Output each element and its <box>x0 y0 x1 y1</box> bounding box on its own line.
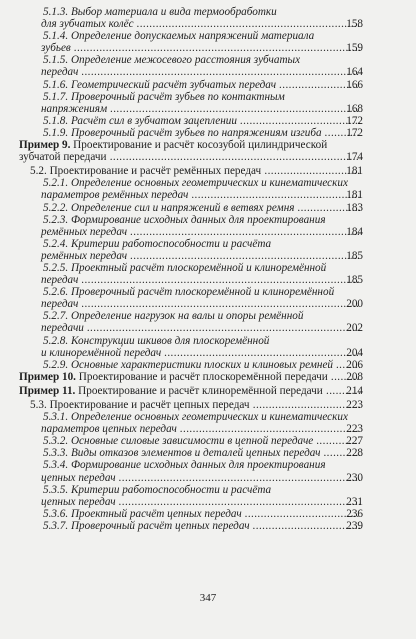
toc-page-number: 181 <box>346 189 363 202</box>
toc-entry <box>0 411 416 435</box>
toc-entry <box>0 30 416 54</box>
toc-entry <box>0 115 416 127</box>
example-label: Пример 11. <box>19 384 76 397</box>
toc-entry-line <box>0 151 360 163</box>
toc-page-number: 204 <box>346 346 363 359</box>
toc-entry-line <box>0 115 360 127</box>
toc-entry <box>0 447 416 459</box>
toc-entry-line <box>0 189 360 201</box>
toc-entry-line <box>0 347 360 359</box>
toc-entry-line <box>0 238 360 250</box>
toc-entry-line <box>0 226 360 238</box>
toc-entry <box>0 165 416 177</box>
toc-entry-text: для зубчатых колёс <box>41 18 134 31</box>
toc-entry-line <box>0 359 360 371</box>
toc-page-number: 200 <box>346 298 363 311</box>
toc-entry-text: и клиноремённой передач <box>41 346 162 359</box>
toc-entry <box>0 359 416 371</box>
toc-page-number: 214 <box>346 384 363 397</box>
toc-entry-text: параметров ремённых передач <box>41 189 189 202</box>
toc-page-number: 184 <box>346 225 363 238</box>
toc-entry-text: цепных передач <box>41 495 116 508</box>
toc-entry <box>0 202 416 214</box>
toc-page-number: 166 <box>346 78 363 91</box>
toc-page-number: 228 <box>346 447 363 460</box>
toc-entry-text: ремённых передач <box>41 225 128 238</box>
toc-entry <box>0 484 416 508</box>
example-label: Пример 9. <box>19 139 71 152</box>
toc-page-number: 206 <box>346 358 363 371</box>
toc-entry-line <box>0 459 360 471</box>
toc-entry <box>0 371 416 383</box>
toc-entry-text: 5.1.4. Определение допускаемых напряжений материала <box>43 30 315 43</box>
toc-entry-text: 5.2.8. Конструкции шкивов для плоскоремённой <box>43 334 270 347</box>
toc-entry <box>0 6 416 30</box>
toc-entry-line <box>0 214 360 226</box>
toc-entry <box>0 520 416 532</box>
toc-entry-line <box>0 30 360 42</box>
toc-entry-line <box>0 472 360 484</box>
toc-entry-text: Проектирование и расчёт клиноремённой передачи <box>75 384 323 397</box>
toc-entry-line <box>0 385 360 397</box>
toc-page-number: 208 <box>346 370 363 383</box>
toc-entry-text: 5.2.3. Формирование исходных данных для проектирования <box>43 213 326 226</box>
toc-entry-text: напряжениям <box>41 102 108 115</box>
toc-entry-line <box>0 435 360 447</box>
toc-entry-text: зубчатой передачи <box>19 151 107 164</box>
toc-entry-line <box>0 177 360 189</box>
toc-entry-line <box>0 250 360 262</box>
toc-entry <box>0 177 416 201</box>
toc-entry <box>0 399 416 411</box>
toc-entry-line <box>0 274 360 286</box>
toc-entry <box>0 79 416 91</box>
toc-entry-line <box>0 411 360 423</box>
toc-entry-text: 5.3.6. Проектный расчёт цепных передач <box>43 507 242 520</box>
toc-entry <box>0 435 416 447</box>
toc-entry-text: 5.3. Проектирование и расчёт цепных передач <box>30 399 250 411</box>
toc-entry-line <box>0 165 360 177</box>
page-number: 347 <box>199 592 217 604</box>
toc-entry-text: 5.2.4. Критерии работоспособности и расчёта <box>43 237 272 250</box>
toc-entry-text: зубьев <box>41 42 71 55</box>
toc-page-number: 236 <box>346 507 363 520</box>
toc-entry-line <box>0 139 360 151</box>
toc-entry-line <box>0 18 360 30</box>
toc-entry-line <box>0 496 360 508</box>
toc-entry <box>0 508 416 520</box>
toc-entry-text: 5.2.6. Проверочный расчёт плоскоремённой и клиноремённой <box>43 286 335 299</box>
toc-page-number: 230 <box>346 471 363 484</box>
toc-entry <box>0 127 416 139</box>
toc-entry-line <box>0 202 360 214</box>
toc-entry-text: 5.2.9. Основные характеристики плоских и клиновых ремней <box>43 358 334 371</box>
toc-entry-text: 5.3.3. Виды отказов элементов и деталей цепных передач <box>43 447 321 460</box>
toc-entry <box>0 310 416 334</box>
toc-entry-text: 5.2.7. Определение нагрузок на валы и опоры ремённой <box>43 310 304 323</box>
toc-entry-text: 5.3.1. Определение основных геометрических и кинематических <box>43 411 348 424</box>
toc-entry-text: параметров цепных передач <box>41 423 177 436</box>
toc-entry-line <box>0 66 360 78</box>
toc-entry-line <box>0 399 360 411</box>
toc-entry-text: 5.1.5. Определение межосевого расстояния зубчатых <box>43 54 301 67</box>
toc-entry <box>0 262 416 286</box>
table-of-contents <box>0 6 416 532</box>
toc-page-number: 168 <box>346 102 363 115</box>
toc-page-number: 172 <box>346 126 363 139</box>
toc-entry-line <box>0 286 360 298</box>
toc-entry <box>0 238 416 262</box>
toc-entry-line <box>0 520 360 532</box>
toc-page-number: 174 <box>346 151 363 164</box>
toc-entry-line <box>0 103 360 115</box>
toc-page-number: 172 <box>346 114 363 127</box>
toc-entry-line <box>0 6 360 18</box>
toc-entry-line <box>0 371 360 383</box>
toc-entry-line <box>0 54 360 66</box>
toc-page-number: 164 <box>346 66 363 79</box>
toc-page-number: 181 <box>346 165 363 178</box>
toc-entry-line <box>0 423 360 435</box>
toc-entry-text: 5.1.3. Выбор материала и вида термообработки <box>43 6 277 18</box>
toc-entry-text: 5.3.2. Основные силовые зависимости в цепной передаче <box>43 435 314 448</box>
toc-page-number: 227 <box>346 435 363 448</box>
toc-entry-text: 5.2.1. Определение основных геометрических и кинематических <box>43 177 348 190</box>
toc-entry-line <box>0 484 360 496</box>
toc-entry <box>0 214 416 238</box>
toc-entry-line <box>0 298 360 310</box>
toc-page-number: 158 <box>346 18 363 31</box>
toc-entry-line <box>0 262 360 274</box>
toc-page-number: 159 <box>346 42 363 55</box>
toc-entry <box>0 385 416 397</box>
toc-entry-text: передач <box>41 66 79 79</box>
toc-entry-line <box>0 508 360 520</box>
toc-entry-text: 5.3.7. Проверочный расчёт цепных передач <box>43 519 250 532</box>
toc-page-number: 223 <box>346 399 363 411</box>
toc-entry <box>0 459 416 483</box>
toc-page-number: 185 <box>346 274 363 287</box>
toc-entry <box>0 286 416 310</box>
toc-entry-line <box>0 42 360 54</box>
toc-entry-text: цепных передач <box>41 471 116 484</box>
toc-entry-text: Проектирование и расчёт плоскоремённой передачи <box>75 370 328 383</box>
toc-entry <box>0 91 416 115</box>
toc-entry-line <box>0 335 360 347</box>
toc-page-number: 231 <box>346 495 363 508</box>
toc-entry-line <box>0 91 360 103</box>
example-label: Пример 10. <box>19 370 76 383</box>
toc-entry-text: передач <box>41 298 79 311</box>
toc-entry-text: 5.1.8. Расчёт сил в зубчатом зацеплении <box>43 114 237 127</box>
toc-entry-text: 5.3.4. Формирование исходных данных для проектирования <box>43 459 326 472</box>
toc-page-number: 223 <box>346 423 363 436</box>
toc-entry-text: 5.1.6. Геометрический расчёт зубчатых передач <box>43 78 277 91</box>
toc-entry <box>0 139 416 163</box>
toc-entry-line <box>0 447 360 459</box>
toc-entry-text: передач <box>41 274 79 287</box>
toc-page-number: 239 <box>346 519 363 532</box>
toc-page-number: 183 <box>346 201 363 214</box>
toc-entry-text: передачи <box>41 322 84 335</box>
toc-entry-text: ремённых передач <box>41 249 128 262</box>
toc-entry-line <box>0 322 360 334</box>
toc-entry-text: 5.3.5. Критерии работоспособности и расчёта <box>43 483 272 496</box>
toc-entry-text: Проектирование и расчёт косозубой цилиндрической <box>70 139 328 152</box>
toc-entry-text: 5.2. Проектирование и расчёт ремённых передач <box>30 165 262 178</box>
toc-entry-text: 5.2.2. Определение сил и напряжений в ветвях ремня <box>43 201 295 214</box>
toc-entry-text: 5.1.9. Проверочный расчёт зубьев по напряжениям изгиба <box>43 126 322 139</box>
toc-page-number: 202 <box>346 322 363 335</box>
toc-entry <box>0 335 416 359</box>
toc-entry <box>0 54 416 78</box>
toc-page-number: 185 <box>346 249 363 262</box>
toc-entry-line <box>0 79 360 91</box>
toc-entry-line <box>0 310 360 322</box>
toc-entry-line <box>0 127 360 139</box>
toc-entry-text: 5.2.5. Проектный расчёт плоскоремённой и клиноремённой <box>43 261 327 274</box>
toc-entry-text: 5.1.7. Проверочный расчёт зубьев по контактным <box>43 90 285 103</box>
